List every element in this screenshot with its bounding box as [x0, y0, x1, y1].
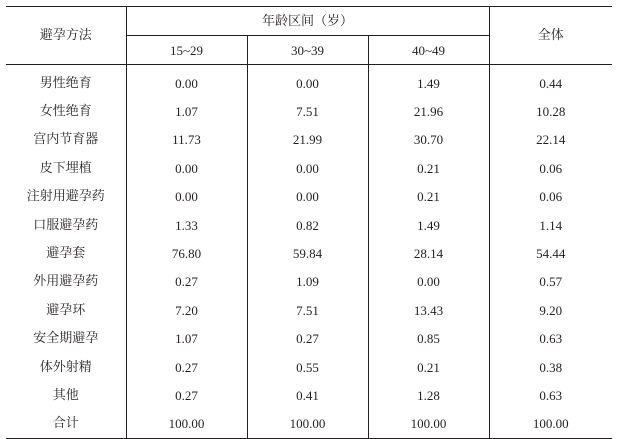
age-range-value-cell: 30.70 [368, 126, 489, 154]
age-range-value-cell: 59.84 [247, 239, 368, 267]
age-range-value-cell: 7.51 [247, 296, 368, 324]
overall-value-cell: 0.63 [489, 325, 612, 353]
table-row [6, 381, 612, 409]
overall-value-cell: 0.06 [489, 183, 612, 211]
method-name-cell: 注射用避孕药 [26, 189, 105, 205]
overall-value-cell: 0.44 [489, 65, 612, 98]
table-row [6, 410, 612, 439]
overall-value-cell: 0.38 [489, 353, 612, 381]
age-range-value-cell: 28.14 [368, 239, 489, 267]
age-range-value-cell: 1.49 [368, 211, 489, 239]
overall-value-cell: 100.00 [489, 410, 612, 439]
method-name-cell: 宫内节育器 [33, 132, 99, 148]
table-row [6, 97, 612, 125]
age-range-value-cell: 0.27 [247, 325, 368, 353]
age-range-header-1: 15~29 [126, 36, 247, 65]
age-range-value-cell: 0.27 [126, 268, 247, 296]
age-range-value-cell: 100.00 [368, 410, 489, 439]
overall-value-cell: 54.44 [489, 239, 612, 267]
overall-value-cell: 10.28 [489, 97, 612, 125]
overall-column-header: 全体 [489, 7, 612, 65]
age-range-value-cell: 0.27 [126, 381, 247, 409]
table-row [6, 183, 612, 211]
age-range-value-cell: 0.82 [247, 211, 368, 239]
age-range-header-2: 30~39 [247, 36, 368, 65]
age-range-value-cell: 11.73 [126, 126, 247, 154]
age-range-value-cell: 0.00 [247, 154, 368, 182]
method-name-cell: 外用避孕药 [33, 274, 99, 290]
age-range-value-cell: 13.43 [368, 296, 489, 324]
age-range-value-cell: 0.55 [247, 353, 368, 381]
age-range-value-cell: 100.00 [126, 410, 247, 439]
method-name-cell: 体外射精 [39, 359, 92, 375]
table-row [6, 154, 612, 182]
age-range-value-cell: 7.51 [247, 97, 368, 125]
table-row [6, 126, 612, 154]
overall-value-cell: 22.14 [489, 126, 612, 154]
age-range-value-cell: 1.33 [126, 211, 247, 239]
age-range-value-cell: 0.00 [247, 183, 368, 211]
age-range-value-cell: 0.41 [247, 381, 368, 409]
age-range-value-cell: 1.07 [126, 325, 247, 353]
age-range-value-cell: 0.85 [368, 325, 489, 353]
method-column-header: 避孕方法 [6, 7, 126, 65]
age-range-value-cell: 0.00 [368, 268, 489, 296]
table-row [6, 268, 612, 296]
method-name-cell: 避孕套 [46, 246, 86, 262]
method-name-cell: 男性绝育 [39, 75, 92, 91]
table-row [6, 325, 612, 353]
age-range-value-cell: 21.96 [368, 97, 489, 125]
age-group-header: 年龄区间（岁） [126, 7, 489, 36]
age-range-value-cell: 21.99 [247, 126, 368, 154]
method-name-cell: 其他 [52, 387, 79, 403]
overall-value-cell: 1.14 [489, 211, 612, 239]
method-name-cell: 避孕环 [46, 302, 86, 318]
table-row [6, 239, 612, 267]
method-name-cell: 口服避孕药 [33, 217, 99, 233]
method-name-cell: 女性绝育 [39, 104, 92, 120]
age-range-value-cell: 0.00 [247, 65, 368, 98]
age-range-value-cell: 0.00 [126, 183, 247, 211]
age-range-value-cell: 1.49 [368, 65, 489, 98]
age-range-value-cell: 1.09 [247, 268, 368, 296]
overall-value-cell: 9.20 [489, 296, 612, 324]
table-row [6, 211, 612, 239]
age-range-value-cell: 7.20 [126, 296, 247, 324]
age-range-value-cell: 0.21 [368, 353, 489, 381]
method-name-cell: 皮下埋植 [39, 160, 92, 176]
table-row [6, 65, 612, 98]
table-body [6, 65, 612, 439]
age-range-value-cell: 1.07 [126, 97, 247, 125]
method-name-cell: 合计 [52, 416, 79, 432]
method-name-cell: 安全期避孕 [33, 331, 99, 347]
overall-value-cell: 0.57 [489, 268, 612, 296]
age-range-value-cell: 0.21 [368, 183, 489, 211]
age-range-value-cell: 0.21 [368, 154, 489, 182]
contraception-method-table [6, 6, 612, 439]
age-range-header-3: 40~49 [368, 36, 489, 65]
overall-value-cell: 0.06 [489, 154, 612, 182]
table-row [6, 353, 612, 381]
table-row [6, 296, 612, 324]
age-range-value-cell: 0.00 [126, 65, 247, 98]
table-header [6, 7, 612, 65]
age-range-value-cell: 0.00 [126, 154, 247, 182]
age-range-value-cell: 0.27 [126, 353, 247, 381]
age-range-value-cell: 100.00 [247, 410, 368, 439]
age-range-value-cell: 76.80 [126, 239, 247, 267]
overall-value-cell: 0.63 [489, 381, 612, 409]
age-range-value-cell: 1.28 [368, 381, 489, 409]
